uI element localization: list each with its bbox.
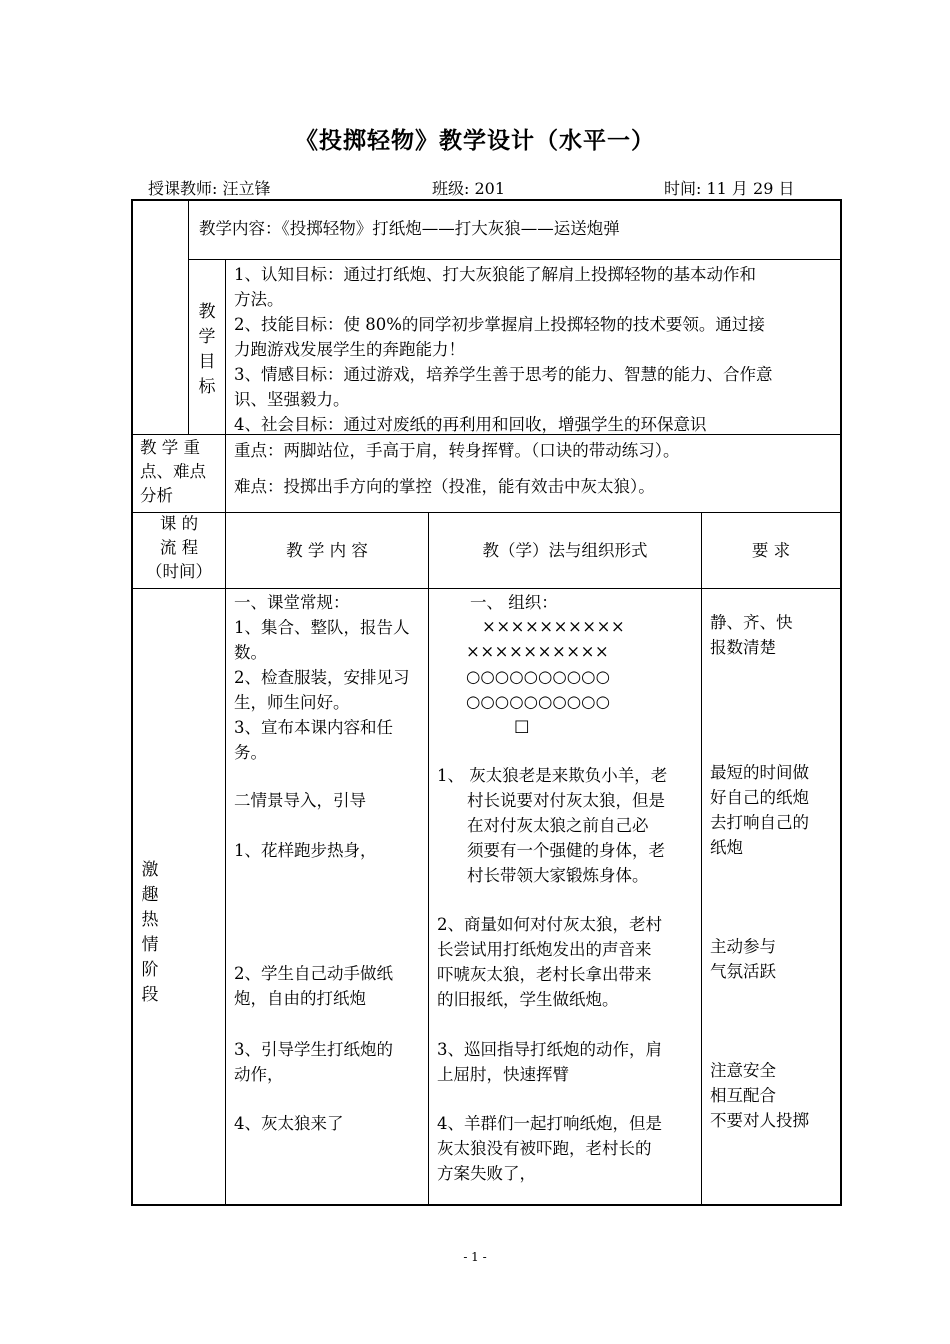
formation-row: ××××××××××	[466, 642, 610, 661]
goal-line: 识、坚强毅力。	[234, 390, 350, 409]
content-block-intro: 二情景导入，引导	[234, 791, 366, 810]
requirement-line: 静、齐、快	[710, 613, 793, 632]
content-line: 动作，	[234, 1065, 284, 1084]
requirement-line: 气氛活跃	[710, 962, 776, 981]
requirement-line: 注意安全	[710, 1061, 776, 1080]
content-line: 炮，自由的打纸炮	[234, 989, 366, 1008]
key-points-label-line: 分析	[140, 486, 173, 505]
goal-line: 3、情感目标：通过游戏，培养学生善于思考的能力、智慧的能力、合作意	[234, 365, 773, 384]
goal-line: 4、社会目标：通过对废纸的再利用和回收，增强学生的环保意识	[234, 415, 707, 434]
key-point: 重点：两脚站位，手高于肩，转身挥臂。（口诀的带动练习）。	[234, 441, 680, 460]
content-line: 3、引导学生打纸炮的	[234, 1040, 393, 1059]
goal-line: 力跑游戏发展学生的奔跑能力！	[234, 340, 465, 359]
flow-header-line: 课 的	[159, 514, 199, 533]
requirement-line: 好自己的纸炮	[710, 788, 809, 807]
goals-label-char: 目	[198, 352, 216, 372]
method-line: 须要有一个强健的身体，老	[467, 841, 665, 860]
content-header: 教 学 内 容	[286, 541, 368, 560]
teaching-content: 教学内容：《投掷轻物》打纸炮——打大灰狼——运送炮弹	[199, 219, 620, 238]
difficulty-point: 难点：投掷出手方向的掌控（投准，能有效击中灰太狼）。	[234, 477, 655, 496]
content-line: 务。	[234, 743, 267, 762]
method-line: 4、羊群们一起打响纸炮，但是	[437, 1114, 662, 1133]
teacher-label: 授课教师: 汪立锋	[148, 179, 271, 198]
stage-label-char: 激	[141, 860, 159, 880]
goal-line: 2、技能目标：使 80%的同学初步掌握肩上投掷轻物的技术要领。通过接	[234, 315, 765, 334]
content-line: 1、集合、整队，报告人	[234, 618, 410, 637]
method-item-3	[437, 1037, 662, 1087]
content-line: 数。	[234, 643, 267, 662]
content-block-make	[234, 961, 393, 1011]
requirement-header: 要 求	[751, 541, 791, 560]
method-item-2	[437, 912, 662, 1012]
key-points-label-line: 教 学 重	[140, 438, 200, 457]
formation-row: ○○○○○○○○○○	[466, 692, 610, 711]
org-title: 一、 组织：	[470, 593, 558, 612]
method-line: 的旧报纸，学生做纸炮。	[437, 990, 619, 1009]
document-title: 《投掷轻物》教学设计（水平一）	[295, 127, 655, 154]
content-line: 2、检查服装，安排见习	[234, 668, 410, 687]
formation-row: ○○○○○○○○○○	[466, 667, 610, 686]
goals-label-char: 学	[198, 327, 216, 347]
requirement-line: 主动参与	[710, 937, 776, 956]
stage-label-char: 段	[141, 985, 159, 1005]
stage-label-char: 情	[141, 935, 159, 955]
method-item-1	[437, 763, 667, 888]
goals-text	[234, 262, 838, 437]
content-block-warmup: 1、花样跑步热身，	[234, 841, 377, 860]
time-label: 时间: 11 月 29 日	[664, 179, 795, 198]
flow-header-line: （时间）	[146, 562, 212, 581]
page-number: - 1 -	[463, 1250, 487, 1264]
requirement-4	[710, 1058, 809, 1133]
content-line: 一、课堂常规：	[234, 593, 350, 612]
method-line: 上屈肘，快速挥臂	[437, 1065, 569, 1084]
method-line: 在对付灰太狼之前自己必	[467, 816, 649, 835]
requirement-line: 相互配合	[710, 1086, 776, 1105]
goals-label-char: 教	[198, 302, 216, 322]
flow-header-line: 流 程	[159, 538, 199, 557]
class-label: 班级: 201	[432, 179, 506, 198]
goal-line: 方法。	[234, 290, 284, 309]
teacher-position-icon: □	[514, 716, 530, 735]
content-line: 2、学生自己动手做纸	[234, 964, 393, 983]
method-item-4	[437, 1111, 662, 1186]
method-line: 2、商量如何对付灰太狼，老村	[437, 915, 662, 934]
content-line: 3、宣布本课内容和任	[234, 718, 393, 737]
content-block-guide	[234, 1037, 393, 1087]
requirement-line: 最短的时间做	[710, 763, 809, 782]
content-line: 生，师生问好。	[234, 693, 350, 712]
requirement-line: 纸炮	[710, 838, 743, 857]
method-line: 灰太狼没有被吓跑，老村长的	[437, 1139, 652, 1158]
method-line: 3、巡回指导打纸炮的动作，肩	[437, 1040, 662, 1059]
method-line: 方案失败了，	[437, 1164, 536, 1183]
method-line: 1、 灰太狼老是来欺负小羊，老	[437, 766, 668, 785]
requirement-2	[710, 760, 809, 860]
key-points-label	[140, 436, 220, 508]
method-header: 教（学）法与组织形式	[482, 541, 648, 560]
method-line: 长尝试用打纸炮发出的声音来	[437, 940, 652, 959]
flow-header	[133, 512, 225, 584]
formation-row: ××××××××××	[482, 617, 626, 636]
requirement-line: 报数清楚	[710, 638, 776, 657]
requirement-3	[710, 934, 776, 984]
method-line: 村长带领大家锻炼身体。	[467, 866, 649, 885]
goals-label-char: 标	[198, 377, 216, 397]
stage-label-char: 阶	[141, 960, 159, 980]
requirement-line: 不要对人投掷	[710, 1111, 809, 1130]
content-block-wolf: 4、灰太狼来了	[234, 1114, 344, 1133]
requirement-1	[710, 610, 793, 660]
method-line: 村长说要对付灰太狼，但是	[467, 791, 665, 810]
requirement-line: 去打响自己的	[710, 813, 809, 832]
stage-label-char: 热	[141, 910, 159, 930]
goal-line: 1、认知目标：通过打纸炮、打大灰狼能了解肩上投掷轻物的基本动作和	[234, 265, 756, 284]
stage-label-char: 趣	[141, 885, 159, 905]
content-block-routine	[234, 590, 410, 765]
key-points-label-line: 点、难点	[140, 462, 206, 481]
method-line: 吓唬灰太狼，老村长拿出带来	[437, 965, 652, 984]
